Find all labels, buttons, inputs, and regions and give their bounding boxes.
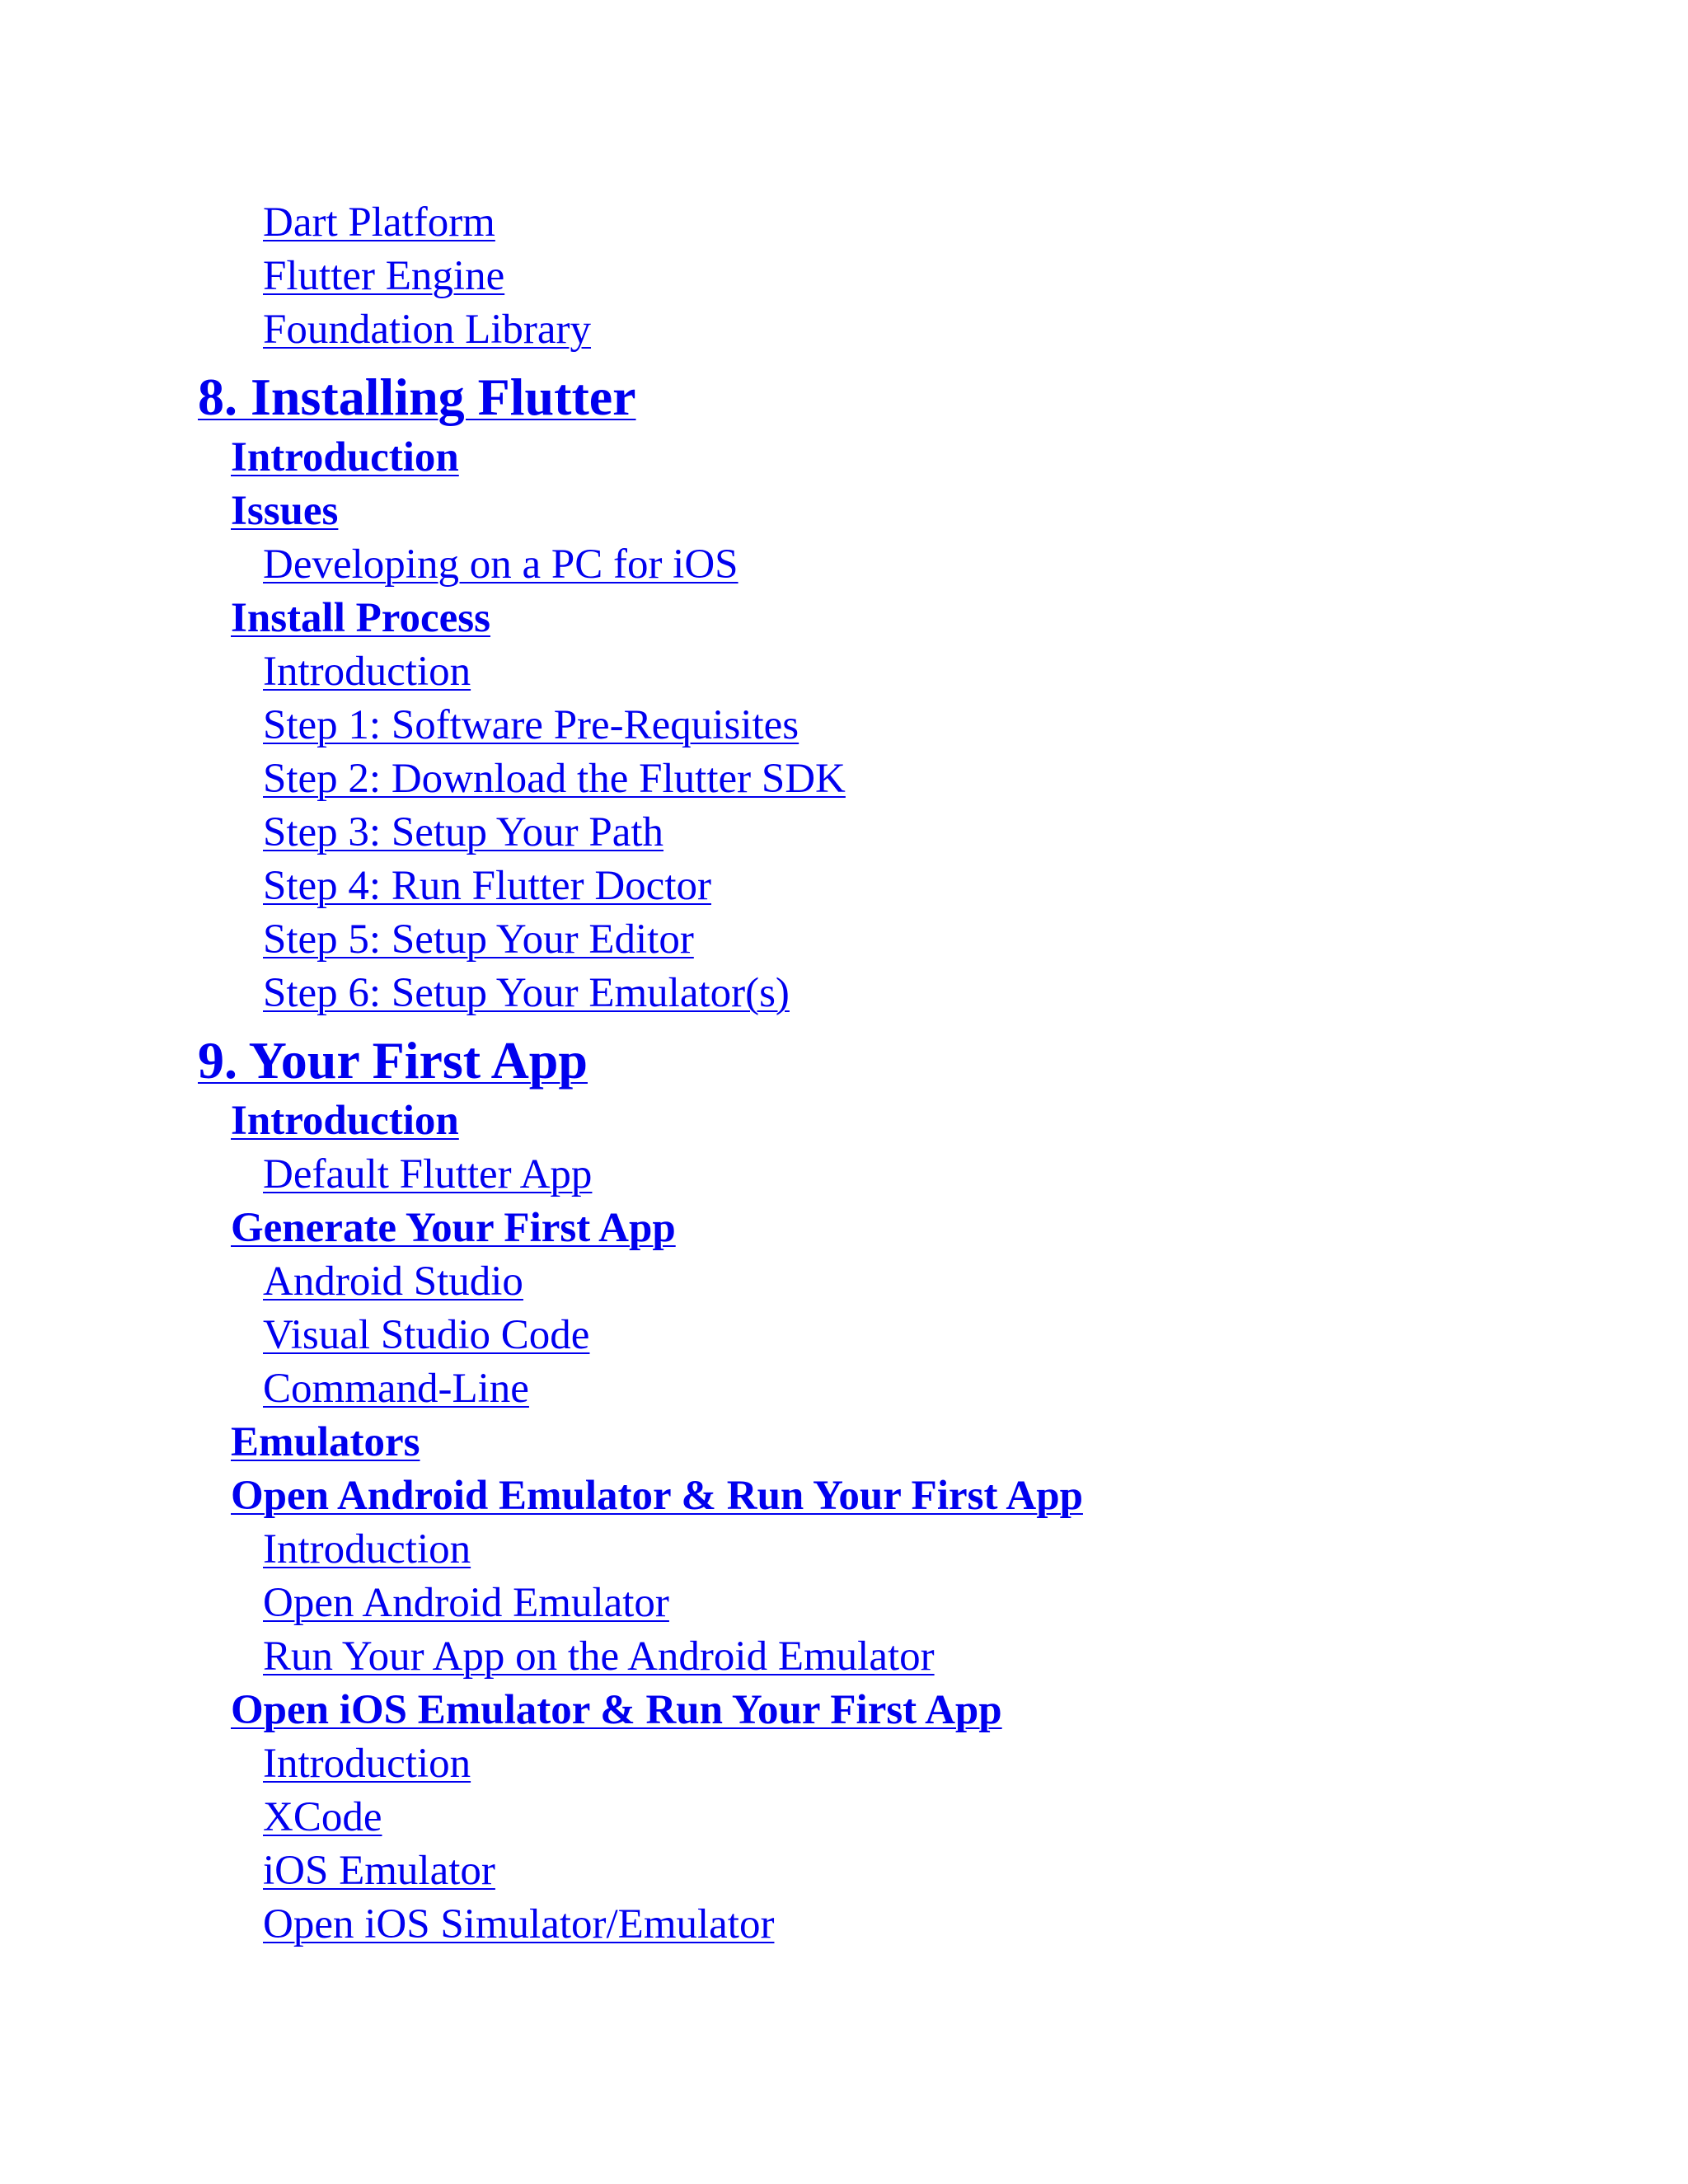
toc-link-open-ios-simulator[interactable]: Open iOS Simulator/Emulator	[263, 1901, 775, 1947]
toc-section-emulators[interactable]: Emulators	[231, 1419, 420, 1465]
toc-section-open-android-emulator[interactable]: Open Android Emulator & Run Your First App	[231, 1473, 1083, 1519]
toc-link-default-flutter-app[interactable]: Default Flutter App	[263, 1151, 593, 1197]
toc-link-run-app-android[interactable]: Run Your App on the Android Emulator	[263, 1633, 935, 1680]
toc-chapter-your-first-app[interactable]: 9. Your First App	[198, 1031, 588, 1090]
toc-link-visual-studio-code[interactable]: Visual Studio Code	[263, 1312, 590, 1358]
toc-link-xcode[interactable]: XCode	[263, 1794, 382, 1840]
toc-link-ios-introduction[interactable]: Introduction	[263, 1741, 471, 1787]
toc-link-open-android-emulator[interactable]: Open Android Emulator	[263, 1580, 669, 1626]
toc-chapter-installing-flutter[interactable]: 8. Installing Flutter	[198, 368, 636, 426]
toc-link-step-3[interactable]: Step 3: Setup Your Path	[263, 809, 663, 855]
toc-link-android-studio[interactable]: Android Studio	[263, 1258, 523, 1305]
toc-section-introduction[interactable]: Introduction	[231, 1098, 459, 1144]
toc-link-step-1[interactable]: Step 1: Software Pre-Requisites	[263, 702, 799, 748]
toc-link-step-4[interactable]: Step 4: Run Flutter Doctor	[263, 863, 711, 909]
toc-link-command-line[interactable]: Command-Line	[263, 1366, 529, 1412]
toc-link-foundation-library[interactable]: Foundation Library	[263, 307, 592, 353]
toc-section-introduction[interactable]: Introduction	[231, 434, 459, 480]
toc-link-step-5[interactable]: Step 5: Setup Your Editor	[263, 916, 694, 963]
toc-section-install-process[interactable]: Install Process	[231, 595, 490, 641]
toc-link-step-2[interactable]: Step 2: Download the Flutter SDK	[263, 756, 846, 802]
toc-link-ios-emulator[interactable]: iOS Emulator	[263, 1848, 495, 1894]
toc-section-issues[interactable]: Issues	[231, 488, 339, 534]
toc-section-generate-first-app[interactable]: Generate Your First App	[231, 1205, 676, 1251]
toc-link-android-introduction[interactable]: Introduction	[263, 1526, 471, 1572]
toc-link-developing-on-pc-for-ios[interactable]: Developing on a PC for iOS	[263, 541, 738, 588]
toc-section-open-ios-emulator[interactable]: Open iOS Emulator & Run Your First App	[231, 1687, 1002, 1733]
toc-link-step-6[interactable]: Step 6: Setup Your Emulator(s)	[263, 970, 790, 1016]
toc-link-flutter-engine[interactable]: Flutter Engine	[263, 253, 505, 299]
toc-link-install-introduction[interactable]: Introduction	[263, 649, 471, 695]
toc-link-dart-platform[interactable]: Dart Platform	[263, 199, 495, 246]
